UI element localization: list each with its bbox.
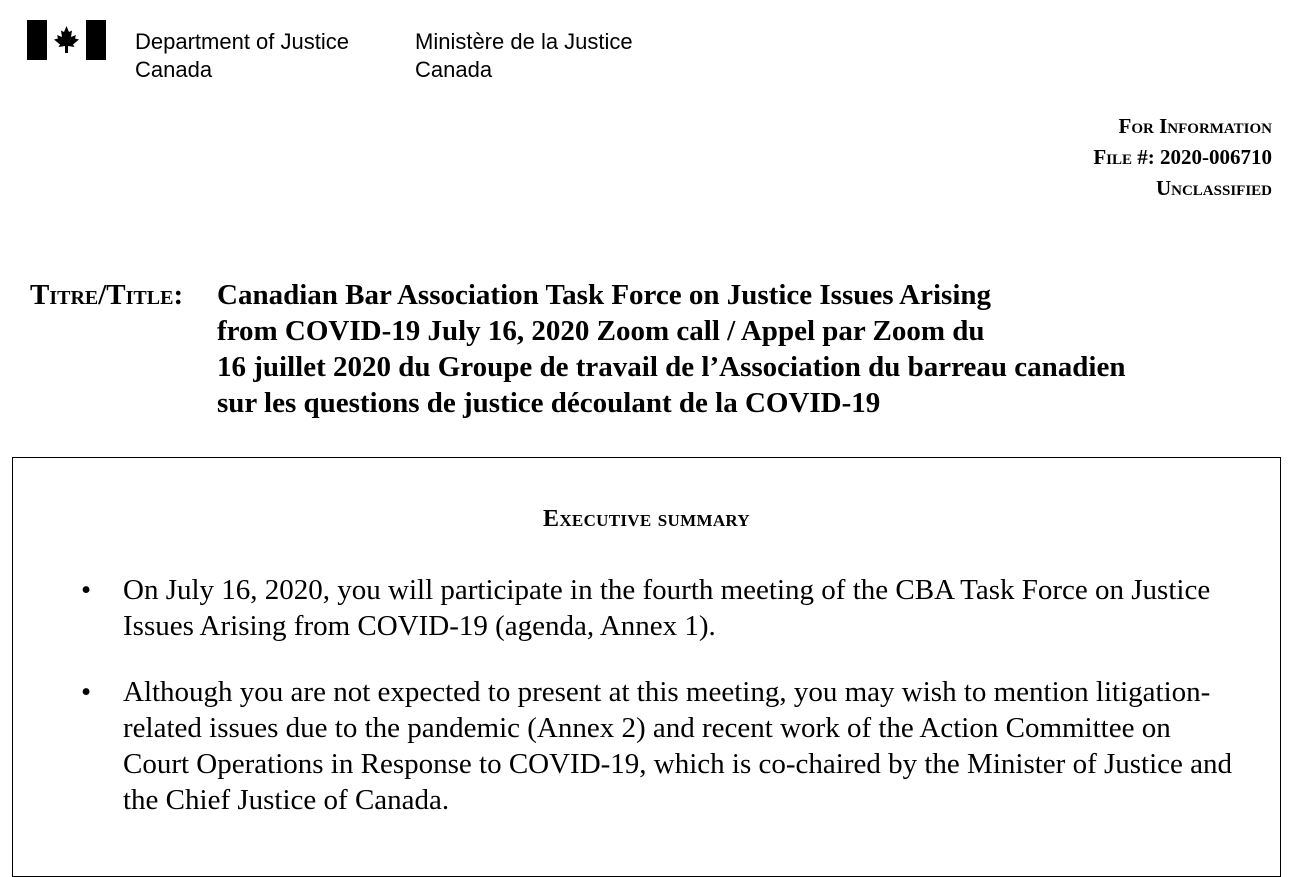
department-name-en-line1: Department of Justice — [135, 29, 349, 54]
title-text — [217, 277, 1125, 421]
file-number: File #: 2020-006710 — [1093, 145, 1272, 169]
bullet-icon: • — [81, 574, 92, 606]
department-name-french — [415, 28, 633, 84]
title-line-4: sur les questions de justice découlant de la COVID-19 — [217, 387, 881, 419]
department-name-english — [135, 28, 349, 84]
summary-bullet-text: Although you are not expected to present at this meeting, you may wish to mention litigation-related issues due to the pandemic (Annex 2) and recent work of the Action Committee on Court Operations in Response to COVID-19, which is co-chaired by the Minister of Justice and the Chief Justice of Canada. — [123, 676, 1233, 816]
title-line-1: Canadian Bar Association Task Force on Justice Issues Arising — [217, 279, 992, 311]
department-name-fr-line2: Canada — [415, 57, 493, 82]
executive-summary-box — [12, 457, 1281, 877]
summary-bullet-item — [13, 674, 1280, 818]
title-line-3: 16 juillet 2020 du Groupe de travail de l’Association du barreau canadien — [217, 351, 1126, 383]
bullet-icon: • — [81, 676, 92, 708]
classification-label: Unclassified — [1155, 176, 1272, 200]
summary-bullet-item — [13, 572, 1280, 644]
summary-bullet-text: On July 16, 2020, you will participate in the fourth meeting of the CBA Task Force on Justice Issues Arising from COVID-19 (agenda, Annex 1). — [123, 574, 1211, 642]
department-name-en-line2: Canada — [135, 57, 213, 82]
department-name-fr-line1: Ministère de la Justice — [415, 29, 633, 54]
summary-bullet-list — [13, 572, 1280, 848]
document-metadata — [1093, 111, 1272, 204]
title-line-2: from COVID-19 July 16, 2020 Zoom call / Appel par Zoom du — [217, 315, 985, 347]
title-label: Titre/Title: — [30, 279, 184, 311]
canada-flag-icon — [27, 20, 106, 60]
purpose-label: For Information — [1118, 114, 1272, 138]
executive-summary-heading: Executive summary — [543, 506, 750, 532]
